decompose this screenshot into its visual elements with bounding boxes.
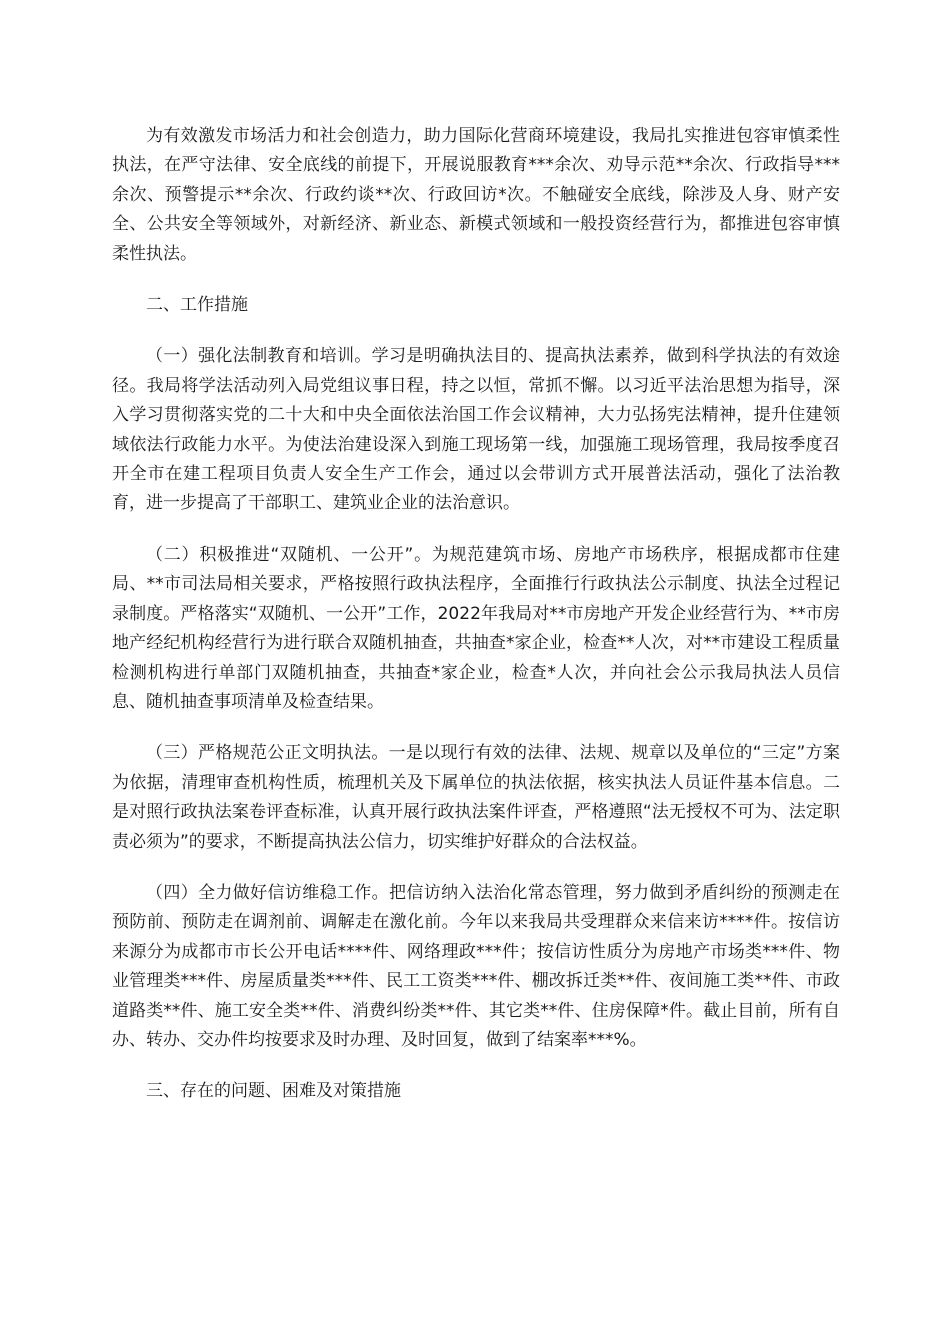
measure-paragraph-1: （一）强化法制教育和培训。学习是明确执法目的、提高执法素养，做到科学执法的有效途径。我局将学法活动列入局党组议事日程，持之以恒，常抓不懈。以习近平法治思想为指导，深入学习贯彻落实党的二十大和中央全面依法治国工作会议精神，大力弘扬宪法精神，提升住建领域依法行政能力水平。为使法治建设深入到施工现场第一线，加强施工现场管理，我局按季度召开全市在建工程项目负责人安全生产工作会，通过以会带训方式开展普法活动，强化了法治教育，进一步提高了干部职工、建筑业企业的法治意识。: [112, 346, 840, 514]
measure-paragraph-4: （四）全力做好信访维稳工作。把信访纳入法治化常态管理，努力做到矛盾纠纷的预测走在预防前、预防走在调剂前、调解走在激化前。今年以来我局共受理群众来信来访****件。按信访来源分为成都市市长公开电话****件、网络理政***件；按信访性质分为房地产市场类***件、物业管理类***件、房屋质量类***件、民工工资类***件、棚改拆迁类**件、夜间施工类**件、市政道路类**件、施工安全类**件、消费纠纷类**件、其它类**件、住房保障*件。截止目前，所有自办、转办、交办件均按要求及时办理、及时回复，做到了结案率***%。: [112, 882, 840, 1050]
intro-paragraph: 为有效激发市场活力和社会创造力，助力国际化营商环境建设，我局扎实推进包容审慎柔性执法，在严守法律、安全底线的前提下，开展说服教育***余次、劝导示范**余次、行政指导***余次、预警提示**余次、行政约谈**次、行政回访*次。不触碰安全底线，除涉及人身、财产安全、公共安全等领域外，对新经济、新业态、新模式领域和一般投资经营行为，都推进包容审慎柔性执法。: [112, 126, 840, 264]
measure-paragraph-3: （三）严格规范公正文明执法。一是以现行有效的法律、法规、规章以及单位的“三定”方案为依据，清理审查机构性质，梳理机关及下属单位的执法依据，核实执法人员证件基本信息。二是对照行政执法案卷评查标准，认真开展行政执法案件评查，严格遵照“法无授权不可为、法定职责必须为”的要求，不断提高执法公信力，切实维护好群众的合法权益。: [112, 743, 840, 852]
section-heading-problems: 三、存在的问题、困难及对策措施: [146, 1081, 401, 1102]
measure-paragraph-2: （二）积极推进“双随机、一公开”。为规范建筑市场、房地产市场秩序，根据成都市住建局、**市司法局相关要求，严格按照行政执法程序，全面推行行政执法公示制度、执法全过程记录制度。严格落实“双随机、一公开”工作，2022年我局对**市房地产开发企业经营行为、**市房地产经纪机构经营行为进行联合双随机抽查，共抽查*家企业，检查**人次，对**市建设工程质量检测机构进行单部门双随机抽查，共抽查*家企业，检查*人次，并向社会公示我局执法人员信息、随机抽查事项清单及检查结果。: [112, 544, 840, 712]
section-heading-work-measures: 二、工作措施: [146, 295, 248, 316]
document-body: [112, 122, 840, 1129]
